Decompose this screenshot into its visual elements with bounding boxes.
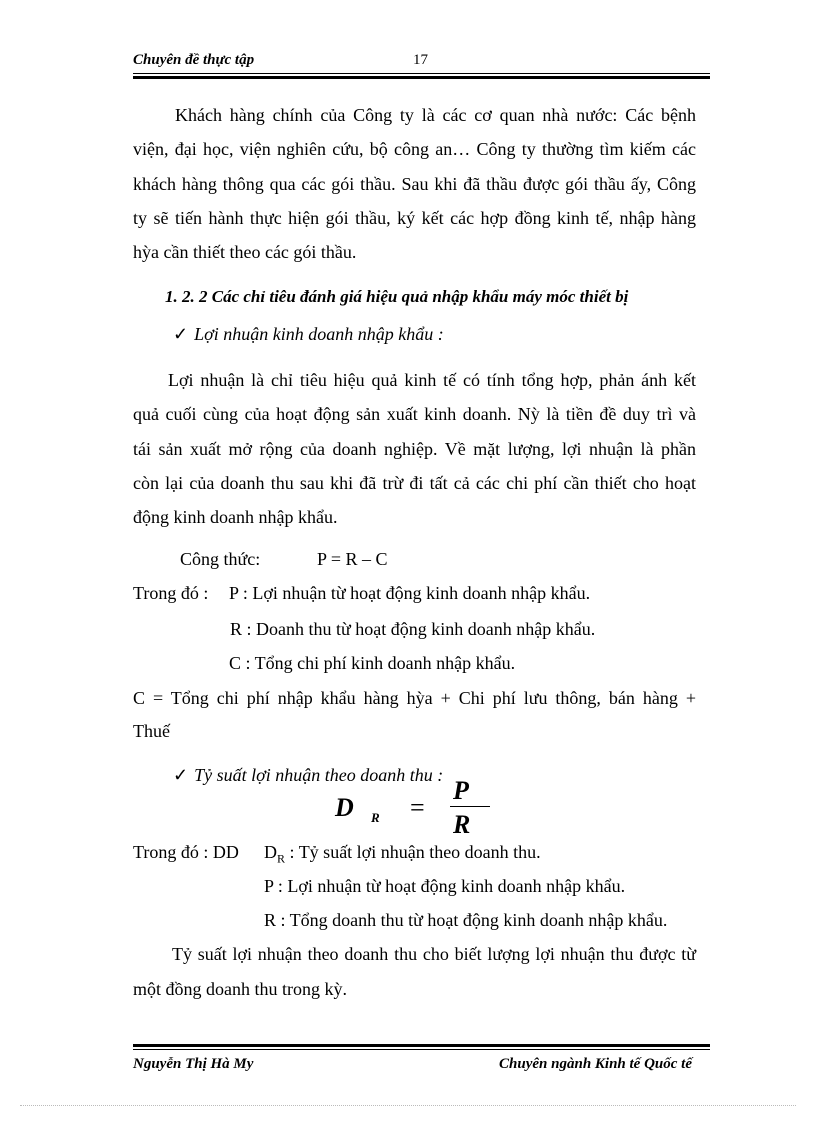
formula-denominator: R: [453, 810, 471, 839]
where-label: Trong đó : DD: [133, 842, 239, 862]
paragraph-line: Khách hàng chính của Công ty là các cơ quan nhà nước: Các bệnh: [175, 105, 696, 125]
paragraph-line: tái sản xuất mở rộng của doanh nghiệp. Về mặt lượng, lợi nhuận là phần: [133, 439, 696, 459]
where-label: Trong đó :: [133, 583, 209, 603]
header-title: Chuyên đề thực tập: [133, 52, 255, 68]
where-item: P : Lợi nhuận từ hoạt động kinh doanh nhập khẩu.: [229, 583, 591, 603]
formula-label: Công thức:: [180, 549, 261, 569]
formula-expression: P = R – C: [317, 549, 388, 569]
paragraph-line: khách hàng thông qua các gói thầu. Sau khi đã thầu được gói thầu ấy, Công: [133, 174, 696, 194]
fraction-bar: [450, 806, 490, 807]
paragraph-line: Lợi nhuận là chỉ tiêu hiệu quả kinh tế có tính tổng hợp, phản ánh kết: [168, 370, 696, 390]
checkmark-icon: ✓: [173, 324, 189, 344]
where-text: : Tỷ suất lợi nhuận theo doanh thu.: [285, 842, 541, 862]
bullet-text: Tỷ suất lợi nhuận theo doanh thu :: [194, 765, 444, 785]
where-item: C : Tổng chi phí kinh doanh nhập khẩu.: [229, 653, 516, 673]
header-rule-thick: [133, 76, 710, 79]
checkmark-icon: ✓: [173, 765, 189, 785]
page-bottom-border: [20, 1105, 796, 1106]
paragraph-line: Tỷ suất lợi nhuận theo doanh thu cho biết lượng lợi nhuận thu được từ: [172, 944, 696, 964]
footer-rule-thick: [133, 1044, 710, 1047]
page-number: 17: [413, 52, 428, 68]
where-item: [264, 842, 541, 867]
formula-numerator: P: [453, 776, 469, 805]
paragraph-line: Thuế: [133, 721, 170, 741]
formula-equals: =: [410, 793, 425, 822]
where-subscript: R: [277, 851, 286, 866]
where-item: R : Doanh thu từ hoạt động kinh doanh nhập khẩu.: [230, 619, 596, 639]
footer-rule-thin: [133, 1049, 710, 1050]
paragraph-line: C = Tổng chi phí nhập khẩu hàng hỳa + Chi phí lưu thông, bán hàng +: [133, 688, 696, 708]
paragraph-line: động kinh doanh nhập khẩu.: [133, 507, 338, 527]
formula-subscript: R: [371, 810, 380, 825]
paragraph-line: quả cuối cùng của hoạt động sản xuất kinh doanh. Nỳ là tiền đề duy trì và: [133, 404, 696, 424]
section-heading: 1. 2. 2 Các chỉ tiêu đánh giá hiệu quả nhập khẩu máy móc thiết bị: [165, 287, 629, 306]
paragraph-line: viện, đại học, viện nghiên cứu, bộ công an… Công ty thường tìm kiếm các: [133, 139, 696, 159]
footer-major: Chuyên ngành Kinh tế Quốc tế: [499, 1056, 692, 1072]
footer-author: Nguyễn Thị Hà My: [133, 1056, 254, 1072]
paragraph-line: một đồng doanh thu trong kỳ.: [133, 979, 347, 999]
where-symbol: D: [264, 842, 277, 862]
header-rule-thin: [133, 73, 710, 74]
formula-lhs: D: [335, 793, 354, 822]
paragraph-line: còn lại của doanh thu sau khi đã trừ đi tất cả các chi phí cần thiết cho hoạt: [133, 473, 696, 493]
where-item: P : Lợi nhuận từ hoạt động kinh doanh nhập khẩu.: [264, 876, 626, 896]
bullet-item: [173, 324, 444, 345]
paragraph-line: hỳa cần thiết theo các gói thầu.: [133, 242, 357, 262]
bullet-item: [173, 765, 443, 786]
paragraph-line: ty sẽ tiến hành thực hiện gói thầu, ký kết các hợp đồng kinh tế, nhập hàng: [133, 208, 696, 228]
bullet-text: Lợi nhuận kinh doanh nhập khẩu :: [194, 324, 444, 344]
where-item: R : Tổng doanh thu từ hoạt động kinh doanh nhập khẩu.: [264, 910, 668, 930]
